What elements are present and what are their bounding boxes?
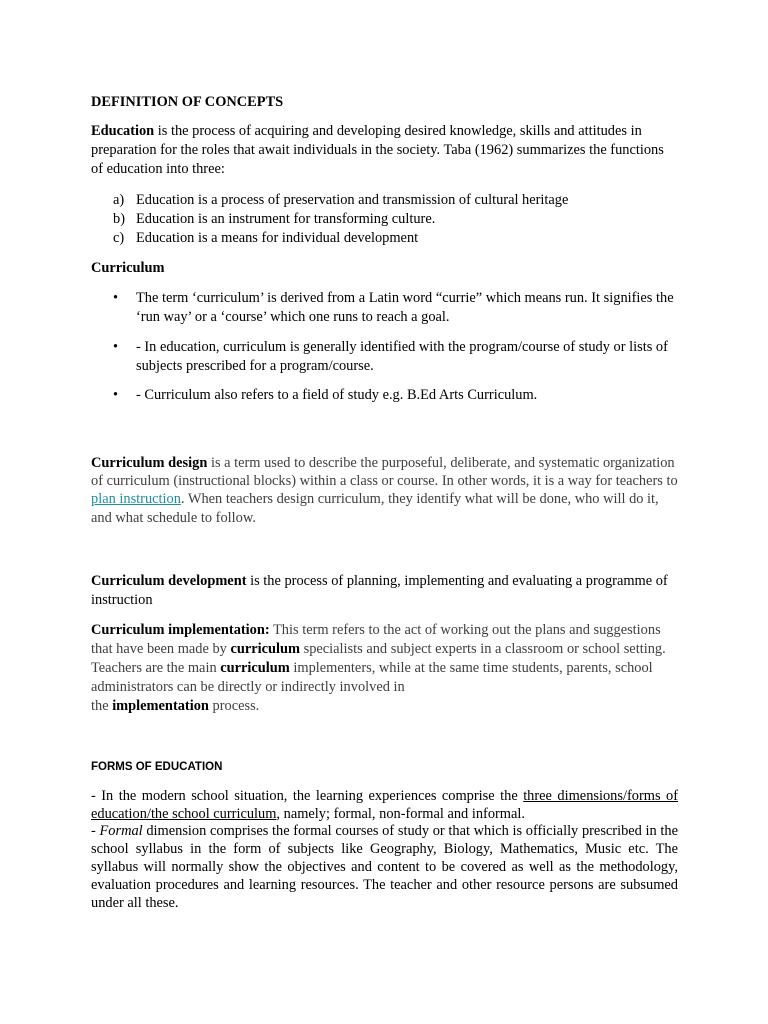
forms-text: , namely; formal, non-formal and informal. bbox=[276, 806, 525, 822]
implementation-text: This term refers to the act of working out the plans and suggestions that have been made by bbox=[91, 622, 661, 657]
education-text: is the process of acquiring and developing desired knowledge, skills and attitudes in preparation for the roles that await individuals in the society. Taba (1962) summarizes the functions of education into three: bbox=[91, 123, 664, 177]
list-item-text: Education is a means for individual development bbox=[136, 230, 419, 246]
bullet-icon: • bbox=[113, 387, 119, 403]
list-item bbox=[91, 289, 678, 327]
plan-instruction-link[interactable]: plan instruction bbox=[91, 491, 181, 508]
bullet-icon: • bbox=[113, 290, 119, 306]
implementation-term: Curriculum implementation: bbox=[91, 622, 270, 638]
design-text: is a term used to describe the purposeful, deliberate, and systematic organization of curriculum (instructional blocks) within a class or course. In other words, it is a way for teachers to bbox=[91, 455, 678, 490]
design-text-end: . When teachers design curriculum, they identify what will be done, who will do it, and what schedule to follow. bbox=[91, 491, 659, 526]
curriculum-heading: Curriculum bbox=[91, 260, 165, 276]
list-marker: c) bbox=[113, 230, 125, 246]
curriculum-implementation-paragraph bbox=[91, 621, 678, 716]
list-item bbox=[91, 229, 678, 248]
forms-paragraph-2 bbox=[91, 823, 678, 913]
education-definition bbox=[91, 122, 678, 179]
implementation-text: specialists and subject experts in a classroom or school setting. Teachers are the main bbox=[91, 641, 666, 676]
bold-term: curriculum bbox=[220, 660, 290, 676]
forms-text: dimension comprises the formal courses of study or that which is officially prescribed in the school syllabus in the form of subjects like Geography, Biology, Mathematics, Music etc. The syllabus will normally show the objectives and content to be covered as well as the methodology, evaluation procedures and learning resources. The teacher and other resource persons are subsumed under all these. bbox=[91, 823, 679, 911]
formal-italic: Formal bbox=[99, 823, 143, 839]
list-item bbox=[91, 386, 678, 405]
curriculum-points-list-3 bbox=[91, 386, 678, 405]
list-item-text: - In education, curriculum is generally identified with the program/course of study or lists of subjects prescribed for a program/course. bbox=[136, 339, 668, 374]
education-term: Education bbox=[91, 123, 155, 139]
list-item bbox=[91, 338, 678, 376]
list-marker: b) bbox=[113, 211, 125, 227]
forms-paragraph-1 bbox=[91, 787, 678, 823]
list-item-text: - Curriculum also refers to a field of study e.g. B.Ed Arts Curriculum. bbox=[136, 387, 538, 403]
list-item-text: Education is a process of preservation and transmission of cultural heritage bbox=[136, 192, 569, 208]
list-item bbox=[91, 191, 678, 210]
list-marker: a) bbox=[113, 192, 125, 208]
forms-text: - bbox=[91, 823, 100, 839]
list-item bbox=[91, 210, 678, 229]
bold-term: curriculum bbox=[230, 641, 300, 657]
bold-term: implementation bbox=[112, 698, 209, 714]
forms-underlined-text: three dimensions/forms of education/the school curriculum bbox=[91, 788, 679, 822]
implementation-text: process. bbox=[208, 698, 260, 714]
page-heading: DEFINITION OF CONCEPTS bbox=[91, 94, 284, 110]
list-item-text: The term ‘curriculum’ is derived from a Latin word “currie” which means run. It signifies the ‘run way’ or a ‘course’ which one runs to reach a goal. bbox=[136, 290, 674, 325]
curriculum-points-list bbox=[91, 289, 678, 327]
development-term: Curriculum development bbox=[91, 573, 247, 589]
list-item-text: Education is an instrument for transforming culture. bbox=[136, 211, 436, 227]
curriculum-points-list-2 bbox=[91, 338, 678, 376]
implementation-text: the bbox=[91, 698, 113, 714]
curriculum-design-paragraph bbox=[91, 454, 678, 527]
design-term: Curriculum design bbox=[91, 455, 208, 471]
curriculum-development-paragraph bbox=[91, 572, 678, 610]
forms-text: - In the modern school situation, the learning experiences comprise the bbox=[91, 788, 524, 804]
implementation-text: implementers, while at the same time students, parents, school administrators can be directly or indirectly involved in bbox=[91, 660, 653, 695]
forms-heading: FORMS OF EDUCATION bbox=[91, 761, 223, 773]
bullet-icon: • bbox=[113, 339, 119, 355]
development-text: is the process of planning, implementing and evaluating a programme of instruction bbox=[91, 573, 668, 608]
education-functions-list bbox=[91, 191, 678, 248]
